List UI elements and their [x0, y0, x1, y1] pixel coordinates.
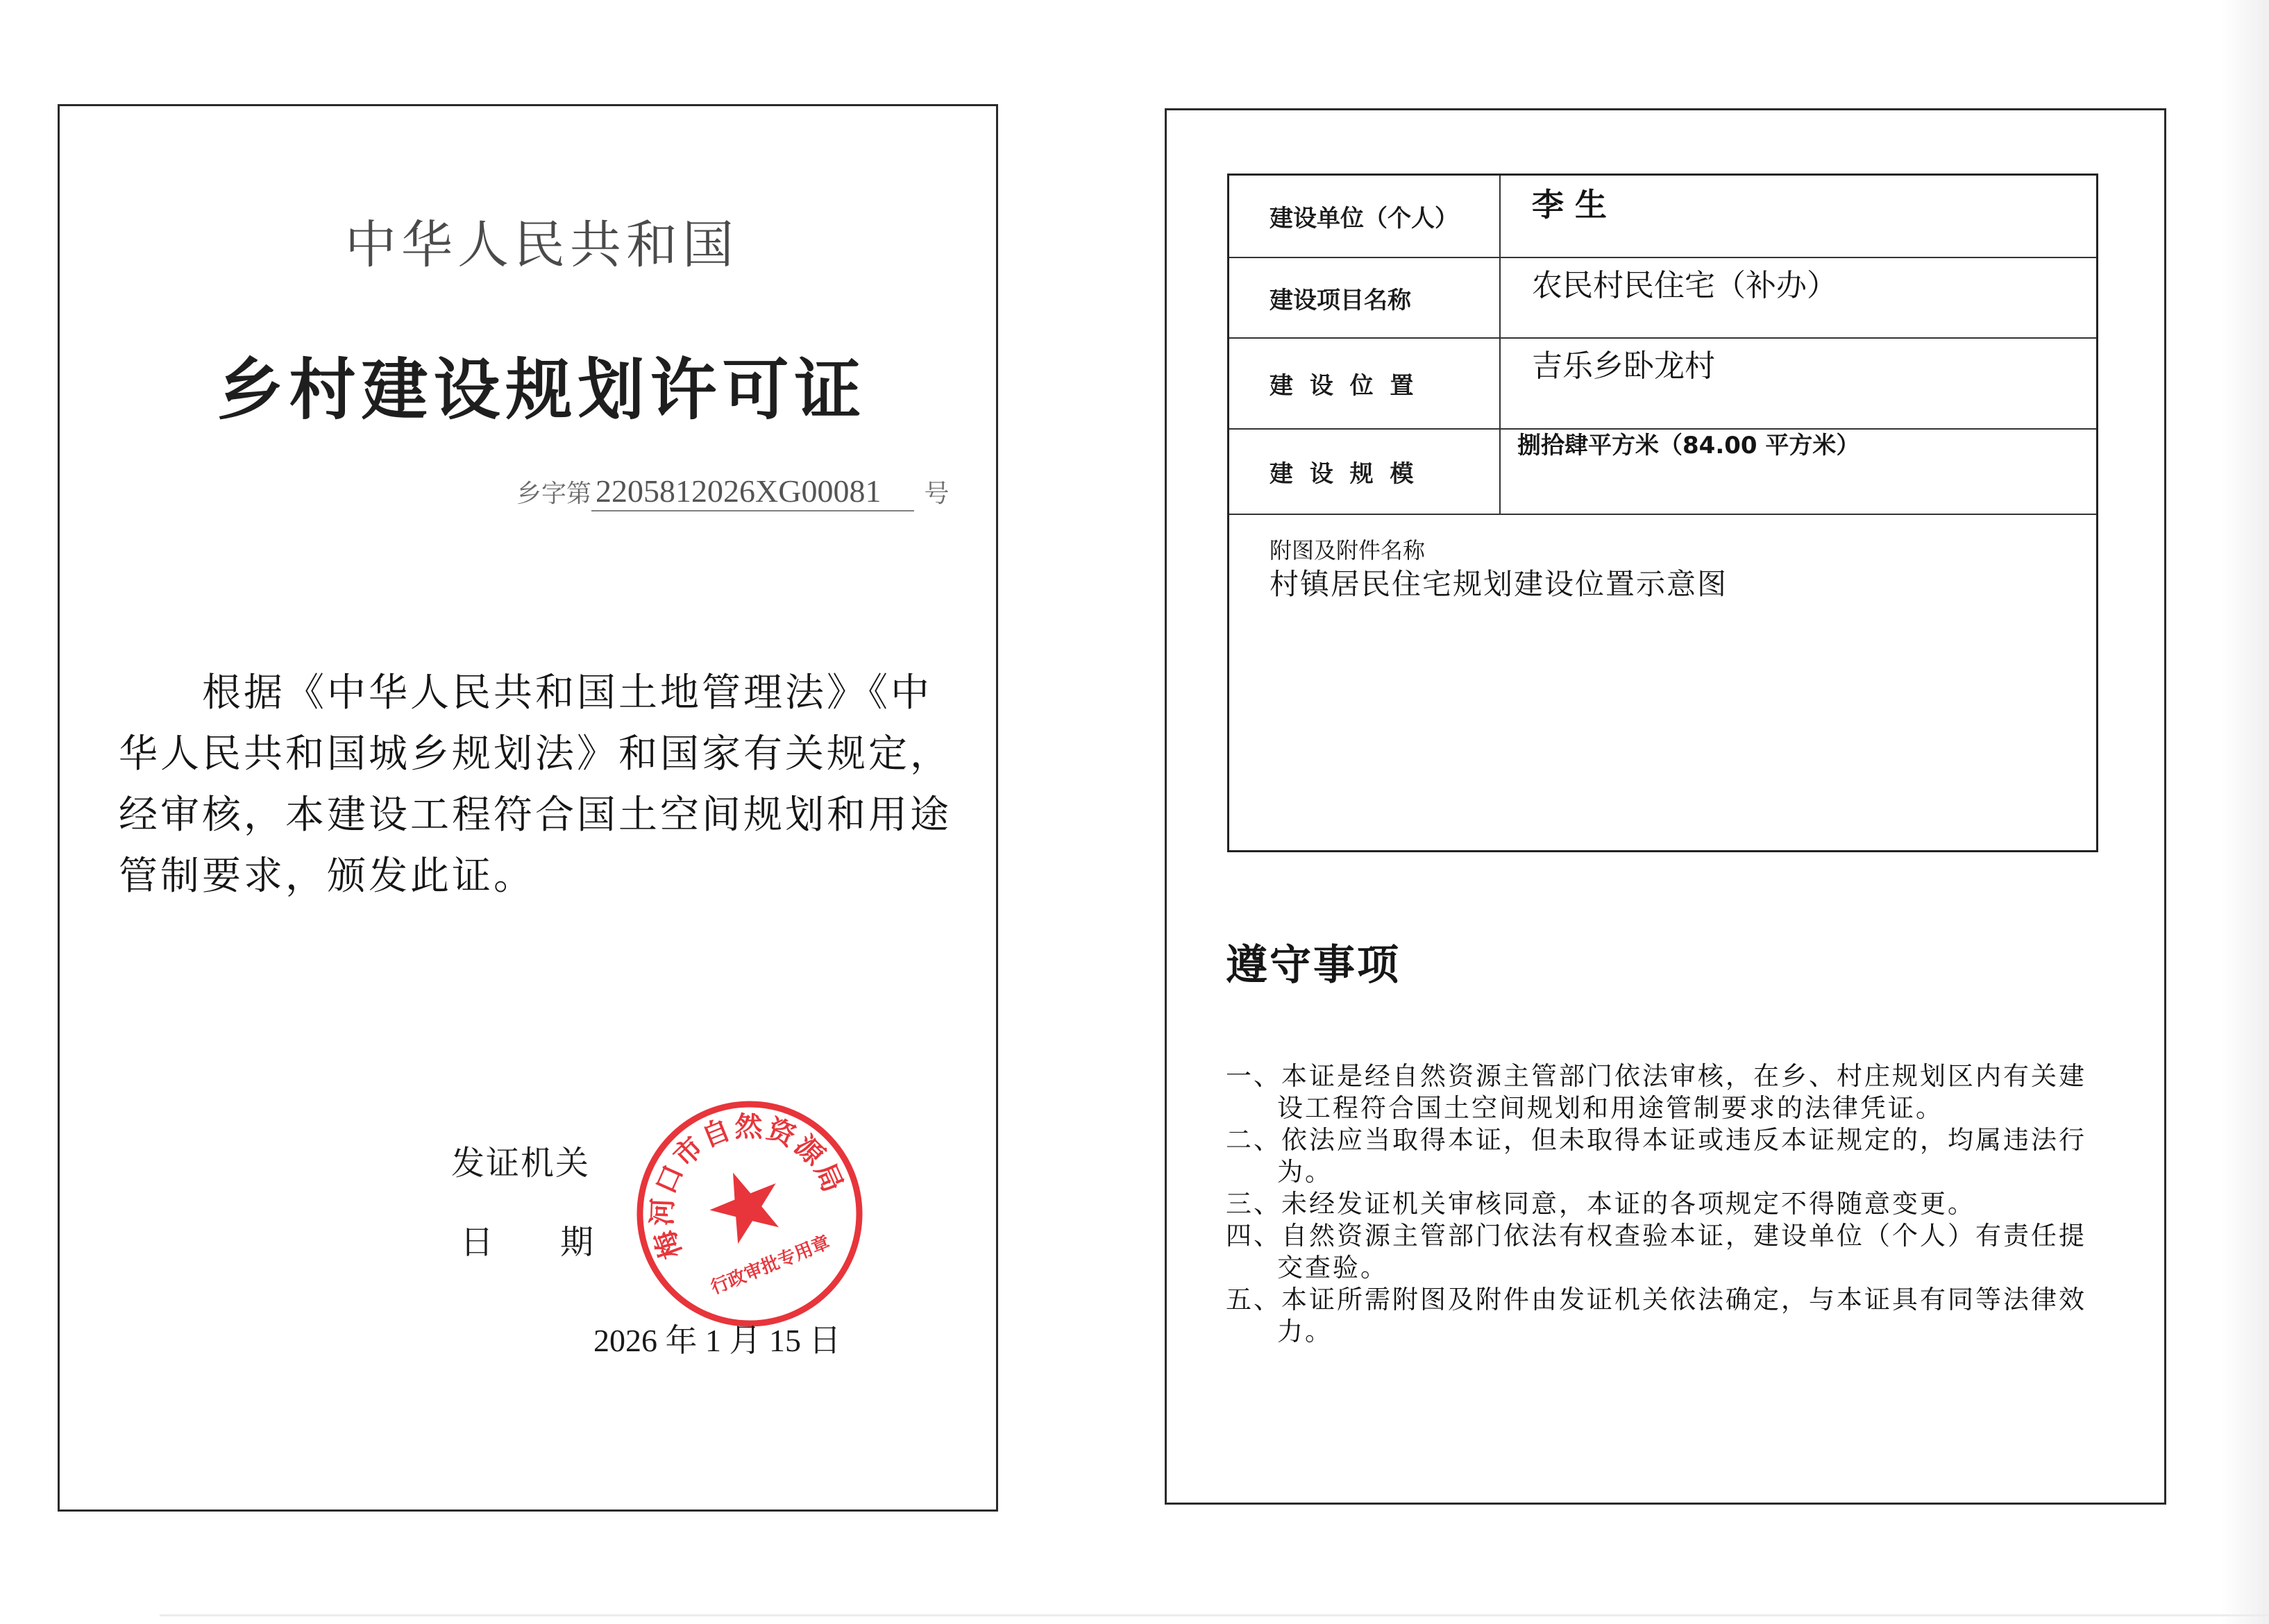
- permit-number-line: [516, 473, 949, 517]
- attachment-value: 村镇居民住宅规划建设位置示意图: [1270, 567, 1728, 601]
- seal-bottom-text: 行政审批专用章: [707, 1232, 833, 1299]
- permit-number-suffix: 号: [924, 480, 950, 507]
- permit-cover-page: [58, 104, 998, 1512]
- notice-item: [1226, 1124, 2128, 1188]
- paragraph-line: 管制要求，颁发此证。: [119, 854, 535, 899]
- attachment-label: 附图及附件名称: [1270, 537, 1426, 564]
- permit-details-page: [1165, 108, 2166, 1505]
- paragraph-line: 经审核，本建设工程符合国土空间规划和用途: [119, 793, 952, 838]
- notice-item: [1226, 1188, 2128, 1220]
- scan-edge-line: [160, 1614, 2269, 1616]
- star-icon: [700, 1159, 791, 1249]
- permit-number-prefix: 乡字第: [516, 480, 592, 507]
- issue-date: 2026 年 1 月 15 日: [593, 1323, 841, 1358]
- notice-line: 二、依法应当取得本证，但未取得本证或违反本证规定的，均属违法行: [1226, 1125, 2086, 1155]
- attachment-cell: [1229, 515, 2096, 850]
- field-label-project-name: 建设项目名称: [1229, 258, 1501, 339]
- notices-list: [1226, 1060, 2128, 1348]
- paragraph-line: 华人民共和国城乡规划法》和国家有关规定，: [119, 731, 952, 777]
- notices-heading: 遵守事项: [1226, 941, 1401, 990]
- issue-date-label: 日 期: [460, 1223, 594, 1262]
- field-value-project-name: 农民村民住宅（补办）: [1501, 258, 2096, 339]
- notice-line: 力。: [1277, 1317, 1333, 1346]
- scan-shading: [2221, 0, 2269, 1624]
- field-label-scale: 建 设 规 模: [1229, 430, 1501, 515]
- permit-details-table: [1227, 174, 2098, 852]
- notice-line: 设工程符合国土空间规划和用途管制要求的法律凭证。: [1277, 1093, 1943, 1123]
- field-value-builder: 李 生: [1501, 176, 2096, 258]
- notice-line: 三、未经发证机关审核同意，本证的各项规定不得随意变更。: [1226, 1189, 1975, 1219]
- notice-item: [1226, 1060, 2128, 1124]
- country-name: 中华人民共和国: [345, 217, 739, 274]
- official-seal: [625, 1089, 875, 1339]
- field-label-builder: 建设单位（个人）: [1229, 176, 1501, 258]
- paragraph-line: 根据《中华人民共和国土地管理法》《中: [202, 670, 932, 716]
- notice-line: 一、本证是经自然资源主管部门依法审核，在乡、村庄规划区内有关建: [1226, 1061, 2086, 1091]
- seal-group: [625, 1089, 875, 1339]
- field-label-location: 建 设 位 置: [1229, 339, 1501, 430]
- permit-title: 乡村建设规划许可证: [217, 351, 867, 429]
- issuance-basis-paragraph: [119, 663, 960, 907]
- notice-item: [1226, 1220, 2128, 1284]
- notice-line: 为。: [1277, 1157, 1333, 1187]
- issuing-authority-label: 发证机关: [451, 1144, 591, 1183]
- seal-top-text-path: 梅河口市自然资源局: [646, 1110, 850, 1263]
- field-value-location: 吉乐乡卧龙村: [1501, 339, 2096, 430]
- notice-item: [1226, 1284, 2128, 1348]
- notice-line: 交查验。: [1277, 1253, 1388, 1283]
- field-value-scale: 捌拾肆平方米（84.00 平方米）: [1501, 430, 2096, 515]
- notice-line: 五、本证所需附图及附件由发证机关依法确定，与本证具有同等法律效: [1226, 1285, 2086, 1314]
- notice-line: 四、自然资源主管部门依法有权查验本证，建设单位（个人）有责任提: [1226, 1221, 2086, 1251]
- permit-number: 2205812026XG00081: [591, 473, 914, 511]
